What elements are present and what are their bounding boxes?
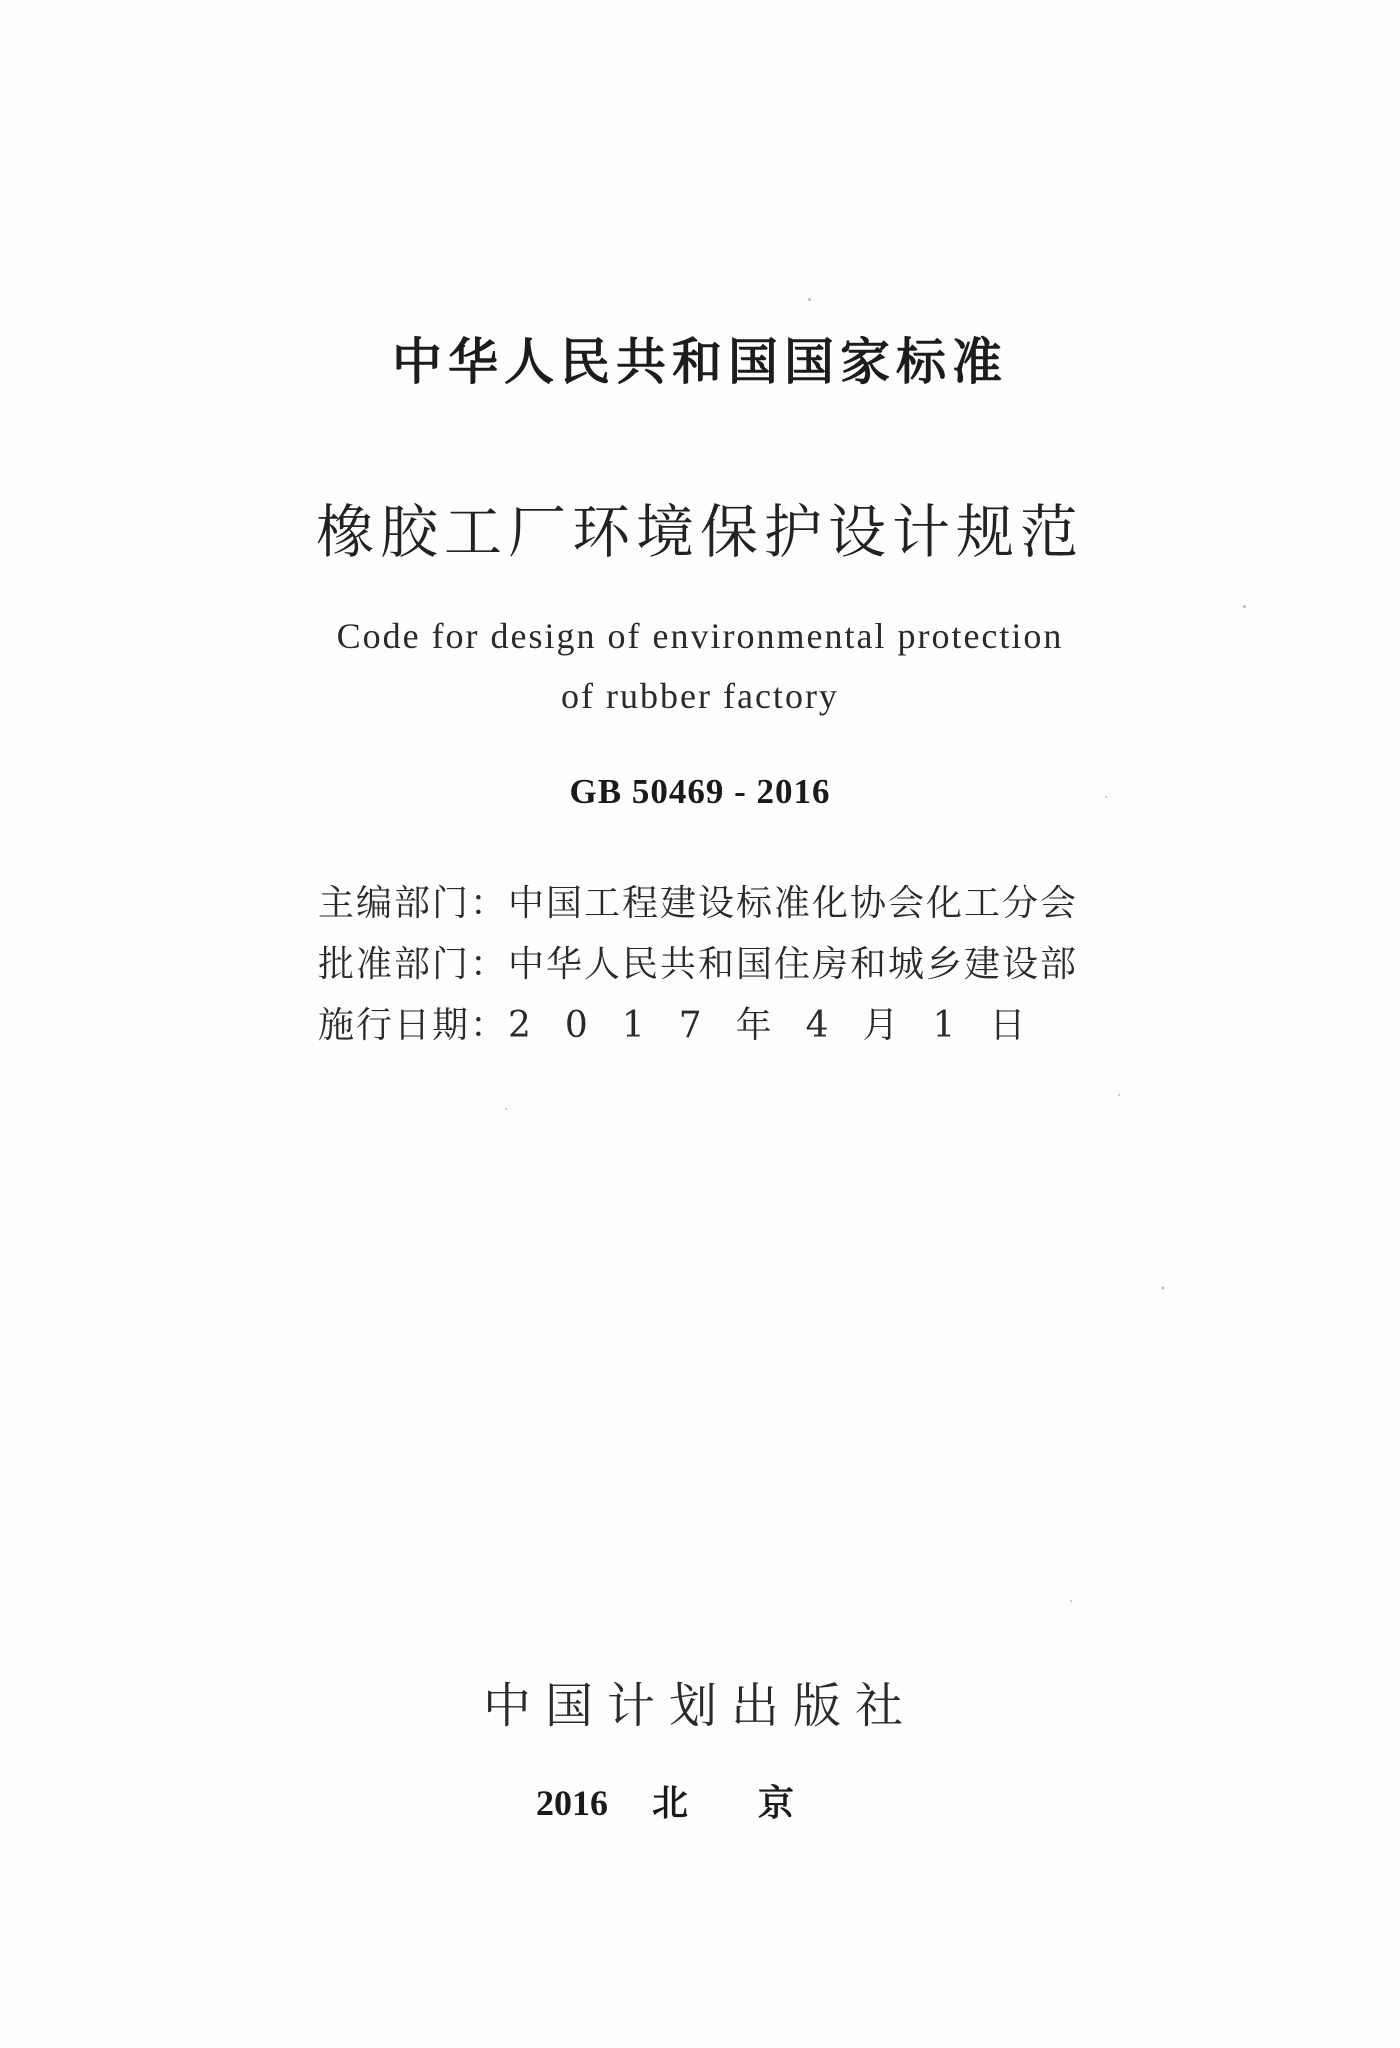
scan-speck xyxy=(1118,1094,1120,1096)
approver-value: 中华人民共和国住房和城乡建设部 xyxy=(508,944,1079,985)
scan-speck xyxy=(1243,605,1246,608)
effective-date-value: 2017年4月1日 xyxy=(508,1005,1060,1046)
approver-row xyxy=(318,934,1118,995)
scan-speck xyxy=(1105,796,1107,798)
editor-row xyxy=(318,873,1118,934)
publisher-name: 中国计划出版社 xyxy=(482,1678,917,1734)
editor-label: 主编部门： xyxy=(318,883,509,924)
title-english-line-1: Code for design of environmental protection xyxy=(336,616,1064,656)
scan-speck xyxy=(1162,1286,1164,1290)
standard-title-english xyxy=(0,606,1400,726)
standard-code: GB 50469 - 2016 xyxy=(569,772,831,811)
editor-value: 中国工程建设标准化协会化工分会 xyxy=(508,883,1079,924)
effective-date-row xyxy=(318,995,1118,1056)
publication-place xyxy=(0,1775,1400,1826)
scan-speck xyxy=(505,1108,507,1110)
scan-speck xyxy=(808,298,811,301)
effective-date-label: 施行日期： xyxy=(318,1005,509,1046)
scan-speck xyxy=(1070,1600,1072,1602)
publication-city: 北京 xyxy=(651,1782,864,1824)
approver-label: 批准部门： xyxy=(318,944,509,985)
publication-year: 2016 xyxy=(535,1783,608,1823)
national-standard-heading: 中华人民共和国国家标准 xyxy=(392,333,1008,391)
standard-metadata xyxy=(318,873,1118,1056)
standard-title-chinese: 橡胶工厂环境保护设计规范 xyxy=(315,498,1084,566)
title-english-line-2: of rubber factory xyxy=(561,676,839,716)
